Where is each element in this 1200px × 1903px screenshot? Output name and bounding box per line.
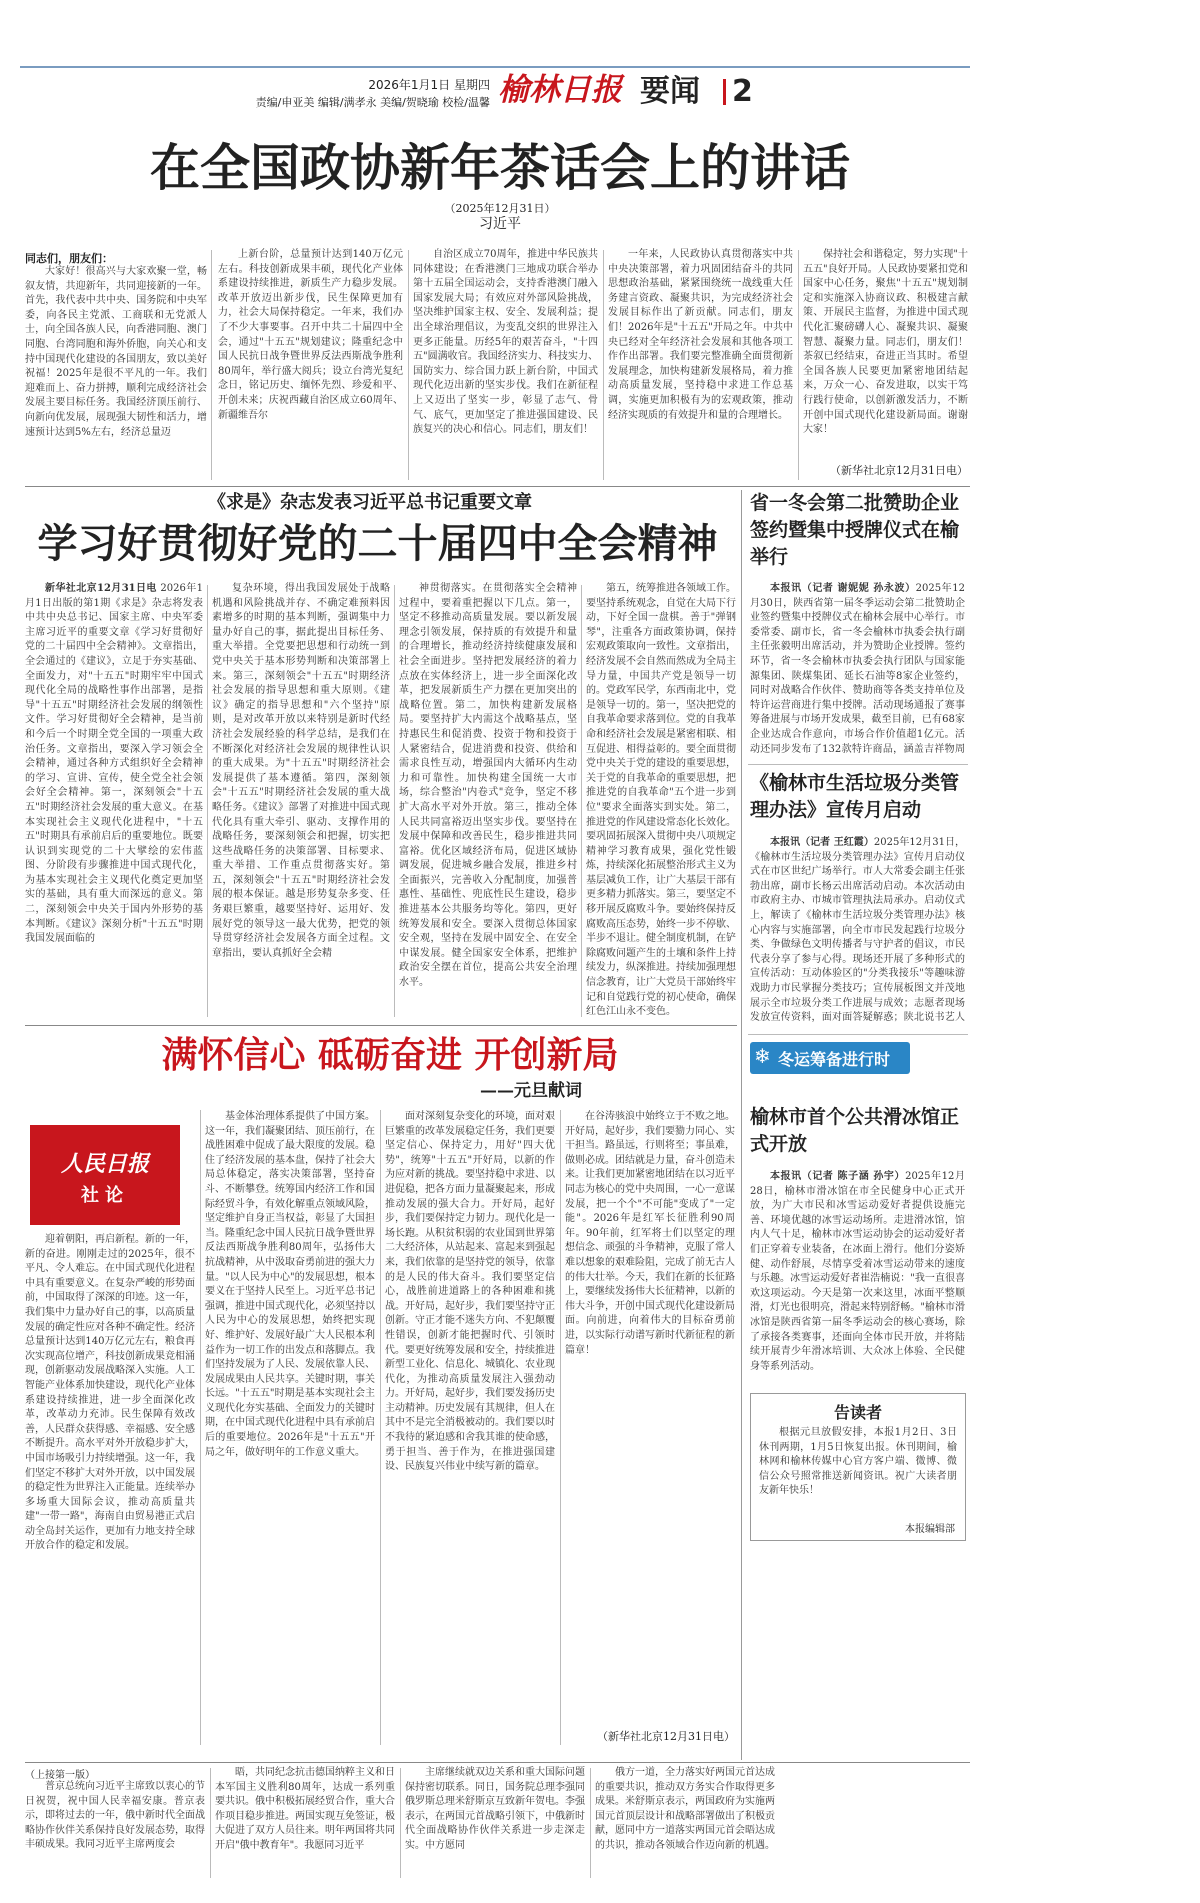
notice-signature: 本报编辑部 [905,1524,955,1535]
winter-games-banner [750,1042,910,1074]
lead-column-3: 自治区成立70周年，推进中华民族共同体建设；在香港澳门三地成功联合举办第十五届全国运动会，支持香港澳门融入国家发展大局；有效应对外部风险挑战，坚决维护国家主权、安全、发展利益；提出全球治理倡议，为变乱交织的世界注入更多正能量。历经5年的艰苦奋斗，"十四五"圆满收官。我国经济实力、科技实力、国防实力、综合国力跃上新台阶，中国式现代化迈出新的坚实步伐。我们在新征程上又迈出了坚实一步，彰显了志气、骨气、底气，更加坚定了推进强国建设、民族复兴的决心和信心。同志们，朋友们！ [413,249,598,436]
logo-subtitle: 社论 [81,1185,129,1206]
lead-column-2: 上新台阶，总量预计达到140万亿元左右。科技创新成果丰硕，现代化产业体系建设持续推进，新质生产力稳步发展。改革开放迈出新步伐，民生保障更加有力，社会大局保持稳定。一年来，我们办了不少大事要事。召开中共二十届四中全会，通过"十五五"规划建议；隆重纪念中国人民抗日战争暨世界反法西斯战争胜利80周年，举行盛大阅兵；设立台湾光复纪念日，铭记历史、缅怀先烈、珍爱和平、开创未来；庆祝西藏自治区成立60周年、新疆维吾尔 [218,249,403,421]
qiushi-column-2: 复杂环境，得出我国发展处于战略机遇和风险挑战并存、不确定难预料因素增多的时期的基本判断，强调集中力量办好自己的事，据此提出目标任务、重大举措。全党要把思想和行动统一到党中央关于基本形势判断和决策部署上来。第三，深刻领会"十五五"时期经济社会发展的指导思想和重大原则。《建议》确定的指导思想和"六个坚持"原则，是对改革开放以来特别是新时代经济社会发展经验的科学总结，是我们在不断深化对经济社会发展的规律性认识的重大成果。为"十五五"时期经济社会发展提供了基本遵循。第四，深刻领会"十五五"时期经济社会发展的重大战略任务。《建议》部署了对推进中国式现代化具有重大牵引、驱动、支撑作用的战略任务，要深刻领会和把握，切实把这些战略任务的决策部署、目标要求、重大举措、工作重点贯彻落实好。第五，深刻领会"十五五"时期经济社会发展的根本保证。越是形势复杂多变、任务艰巨繁重，越要坚持好、运用好、发展好党的领导这一最大优势，把党的领导贯穿经济社会发展各方面全过程。文章指出，要认真抓好全会精 [212,583,390,959]
continued-column-4: 俄方一道，全力落实好两国元首达成的重要共识，推动双方务实合作取得更多成果。米舒斯京表示，两国政府为实施两国元首顶层设计和战略部署做出了积极贡献，愿同中方一道落实两国元首会晤达成的共识，推动各领域合作迈向新的机遇。 [595,1767,775,1851]
lead-date: （2025年12月31日） [444,202,556,215]
lead-column-1: 大家好！很高兴与大家欢聚一堂，畅叙友情，共迎新年，共同迎接新的一年。首先，我代表中共中央、国务院和中央军委，向各民主党派、工商联和无党派人士，向全国各族人民，向香港同胞、澳门同胞、台湾同胞和海外侨胞，向关心和支持中国现代化建设的各国朋友，致以美好祝福！2025年是很不平凡的一年。我们迎难而上、奋力拼搏，顺利完成经济社会发展主要目标任务。我国经济顶压前行、向新向优发展，展现强大韧性和活力，增速预计达到5%左右，经济总量迈 [25,266,207,438]
side-article-3-headline: 榆林市首个公共滑冰馆正式开放 [750,1106,960,1155]
lead-headline: 在全国政协新年茶话会上的讲话 [150,138,850,197]
side-article-2-body: 本报讯（记者 王红霞）2025年12月31日，《榆林市生活垃圾分类管理办法》宣传月启动仪式在市区世纪广场举行。市人大常委会副主任张勃出席，副市长杨云出席活动启动。本次活动由市政府主办、市城市管理执法局承办。启动仪式上，解读了《榆林市生活垃圾分类管理办法》核心内容与实施部署，向全市市民发起践行垃圾分类、争做绿色文明传播者与守护者的倡议，市民代表分享了参与心得。现场还开展了多种形式的宣传活动：互动体验区的"分类我接乐"等趣味游戏助力市民掌握分类技巧；宣传展板图文并茂地展示全市垃圾分类工作进展与成效；志愿者现场发放宣传资料，面对面答疑解惑；陕北说书艺人 [750,837,965,1024]
qiushi-kicker: 《求是》杂志发表习近平总书记重要文章 [208,492,532,513]
lead-column-5: 保持社会和谐稳定，努力实现"十五五"良好开局。人民政协要紧扣党和国家中心任务，聚焦"十五五"规划制定和实施深入协商议政、积极建言献策、开展民主监督，为推进中国式现代化汇聚磅礴人心、凝聚共识、凝聚智慧、凝聚力量。同志们，朋友们！茶叙已经结束，奋进正当其时。希望全国各族人民要更加紧密地团结起来，万众一心、奋发进取，以实干笃行践行使命，以创新激发活力，不断开创中国式现代化建设新局面。谢谢大家！ [803,249,968,436]
banner-label: 冬运筹备进行时 [778,1050,891,1069]
reader-notice-box [750,1393,966,1541]
continued-label: （上接第一版） [25,1770,95,1781]
paper-logo: 榆林日报 [498,72,622,108]
side-article-3-body: 本报讯（记者 陈子涵 孙宇）2025年12月28日，榆林市滑冰馆在市全民健身中心正式开放，为广大市民和冰雪运动爱好者提供设施完善、环境优越的冰雪运动场所。走进滑冰馆，馆内人气十足，榆林市冰雪运动协会的运动爱好者们正穿着专业装备，在冰面上滑行。他们分姿矫健、动作舒展，尽情享受着冰雪运动带来的速度与乐趣。冰雪运动爱好者崔浩楠说："我一直很喜欢这项运动。今天是第一次来这里，冰面平整顺滑，灯光也很明亮，滑起来特别舒畅。"榆林市滑冰馆是陕西省第一届冬季运动会的核心赛场，除了承接各类赛事，还面向全体市民开放，并将陆续开展青少年滑冰培训、大众冰上体验、全民健身等系列活动。 [750,1171,965,1372]
yuandan-column-1: 迎着朝阳，再启新程。新的一年，新的奋进。刚刚走过的2025年，很不平凡、令人难忘。在中国式现代化进程中具有重要意义。在复杂严峻的形势面前，中国取得了深深的印迹。这一年，我们集中力量办好自己的事，以高质量发展的确定性应对各种不确定性。经济总量预计达到140万亿元左右，粮食再次实现高位增产，科技创新成果竞相涌现，创新驱动发展战略深入实施。人工智能产业体系加快建设，现代化产业体系建设持续推进，进一步全面深化改革，改革动力充沛。民生保障有效改善，人民群众获得感、幸福感、安全感不断提升。高水平对外开放稳步扩大，中国市场吸引力持续增强。这一年，我们坚定不移扩大对外开放，以中国发展的稳定性为世界注入正能量。连续举办多场重大国际会议，推动高质量共建"一带一路"，海南自由贸易港正式启动全岛封关运作，更加有力地支持全球开放合作的稳定和发展。 [25,1234,195,1552]
section-divider [723,79,726,105]
qiushi-column-3: 神贯彻落实。在贯彻落实全会精神过程中，要着重把握以下几点。第一，坚定不移推动高质量发展。要以新发展理念引领发展，保持质的有效提升和量的合理增长，推动经济持续健康发展和社会全面进步。坚持把发展经济的着力点放在实体经济上，进一步全面深化改革，把发展新质生产力摆在更加突出的战略位置。第二，加快构建新发展格局。要坚持扩大内需这个战略基点，坚持惠民生和促消费、投资于物和投资于人紧密结合，促进消费和投资、供给和需求良性互动，增强国内大循环内生动力和可靠性。加快构建全国统一大市场，综合整治"内卷式"竞争，坚定不移扩大高水平对外开放。第三，推动全体人民共同富裕迈出坚实步伐。要坚持在发展中保障和改善民生，稳步推进共同富裕。优化区域经济布局，促进区域协调发展，促进城乡融合发展，推进乡村全面振兴，完善收入分配制度，加强普惠性、基础性、兜底性民生建设，稳步推进基本公共服务均等化。第四，更好统筹发展和安全。要深入贯彻总体国家安全观，坚持在发展中固安全、在安全中谋发展。健全国家安全体系，把维护政治安全摆在首位，提高公共安全治理水平。 [399,583,577,989]
qiushi-headline: 学习好贯彻好党的二十届四中全会精神 [37,521,718,567]
lead-author: 习近平 [479,216,521,232]
continued-column-3: 主席继续就双边关系和重大国际问题保持密切联系。同日，国务院总理李强同俄罗斯总理米舒斯京互致新年贺电。李强表示，在两国元首战略引领下，中俄新时代全面战略协作伙伴关系进一步走深走实。中方愿同 [405,1767,585,1851]
qiushi-column-4: 第五，统筹推进各领域工作。要坚持系统观念，自觉在大局下行动，下好全国一盘棋。善于"弹钢琴"，注重各方面政策协调，保持宏观政策取向一致性。文章指出，经济发展不会自然而然成为全局主导力量，中国共产党是领导一切的。党政军民学，东西南北中，党是领导一切的。第一，坚决把党的自我革命要求落到位。党的自我革命和经济社会发展是紧密相联、相互促进、相得益彰的。要全面贯彻党中央关于党的建设的重要思想，关于党的自我革命的重要思想，把推进党的自我革命"五个进一步到位"要求全面落实到实处。第二，推进党的作风建设常态化长效化。要巩固拓展深入贯彻中央八项规定精神学习教育成果，强化党性锻炼，持续深化拓展整治形式主义为基层减负工作，让广大基层干部有更多精力抓落实。第三，要坚定不移开展反腐败斗争。要始终保持反腐败高压态势，始终一步不停歇、半步不退让。健全制度机制，在铲除腐败问题产生的土壤和条件上持续发力，纵深推进。持续加强理想信念教育，让广大党员干部始终牢记和自觉践行党的初心使命，确保红色江山永不变色。 [586,583,736,1018]
peoples-daily-editorial-logo [30,1125,180,1225]
side-article-1-headline: 省一冬会第二批赞助企业签约暨集中授牌仪式在榆举行 [750,492,960,568]
editor-credits: 责编/申亚美 编辑/满孝永 美编/贺晓瑜 校检/温馨 [255,96,490,109]
lead-source: （新华社北京12月31日电） [830,464,968,477]
side-article-1-body: 本报讯（记者 谢妮妮 孙永波）2025年12月30日，陕西省第一届冬季运动会第二批赞助企业签约暨集中授牌仪式在榆林会展中心举行。市委常委、副市长，省一冬会榆林市执委会执行副主任张毅明出席活动，并为赞助企业授牌。签约环节，省一冬会榆林市执委会执行团队与国家能源集团、陕煤集团、延长石油等8家企业签约，同时对战略合作伙伴、赞助商等各类支持单位及特许运营商进行集中授牌。活动现场通报了赛事筹备进展与市场开发成果，截至目前，已有68家企业达成合作意向，市场合作价值超1亿元。活动还同步发布了132款特许商品，涵盖吉祥物周 [750,583,965,755]
issue-date: 2026年1月1日 星期四 [368,78,490,92]
yuandan-column-3: 面对深刻复杂变化的环境，面对艰巨繁重的改革发展稳定任务，我们更要坚定信心、保持定力，用好"四大优势"，统筹"十五五"开好局，以新的作为应对新的挑战。要坚持稳中求进、以进促稳，把各方面力量凝聚起来，形成推动发展的强大合力。开好局，起好步，我们要保持定力韧力。现代化是一场长跑。从积贫积弱的农业国到世界第二大经济体，从站起来、富起来到强起来，我们依靠的是坚持党的领导，依靠的是人民的伟大奋斗。我们要坚定信心，战胜前进道路上的各种困难和挑战。开好局，起好步，我们要坚持守正创新。守正才能不迷失方向、不犯颠覆性错误，创新才能把握时代、引领时代。要更好统筹发展和安全，持续推进新型工业化、信息化、城镇化、农业现代化，为推动高质量发展注入强劲动力。开好局，起好步，我们要发扬历史主动精神。历史发展有其规律，但人在其中不是完全消极被动的。我们要以时不我待的紧迫感和舍我其谁的使命感，勇于担当、善于作为，在推进强国建设、民族复兴伟业中续写新的篇章。 [385,1111,555,1473]
continued-column-2: 晤，共同纪念抗击德国纳粹主义和日本军国主义胜利80周年，达成一系列重要共识。俄中积极拓展经贸合作，重大合作项目稳步推进。两国实现互免签证，极大促进了双方人员往来。明年两国将共同开启"俄中教育年"。我愿同习近平 [215,1767,395,1851]
notice-body: 根据元旦放假安排，本报1月2日、3日休刊两期，1月5日恢复出报。休刊期间，榆林网和榆林传媒中心官方客户端、微博、微信公众号照常推送新闻资讯。祝广大读者朋友新年快乐！ [759,1427,957,1497]
logo-title: 人民日报 [60,1151,149,1177]
snowflake-icon: ❄ [754,1044,771,1068]
yuandan-column-4: 在谷涛骇浪中始终立于不败之地。开好局，起好步，我们要勠力同心、实干担当。路虽远，行则将至；事虽难，做则必成。团结就是力量，奋斗创造未来。让我们更加紧密地团结在以习近平同志为核心的党中央周围，一心一意谋发展，把一个个"不可能"变成了"一定能"。2026年是红军长征胜利90周年。90年前，红军将士们以坚定的理想信念、顽强的斗争精神，克服了常人难以想象的艰难险阻，完成了前无古人的伟大壮举。今天，我们在新的长征路上，要继续发扬伟大长征精神，以新的伟大斗争，开创中国式现代化建设新局面。向前进，向着伟大的目标奋勇前进，以实际行动谱写新时代新征程的新篇章！ [565,1111,735,1356]
yuandan-column-2: 基金体治理体系提供了中国方案。这一年，我们凝聚团结、顶压前行，在战胜困难中促成了最大限度的发展。稳住了经济发展的基本盘，保持了社会大局总体稳定，落实决策部署，坚持奋斗、不断攀登。统筹国内经济工作和国际经贸斗争，有效化解重点领域风险，坚定维护自身正当权益，彰显了大国担当。隆重纪念中国人民抗日战争暨世界反法西斯战争胜利80周年，弘扬伟大抗战精神，从中汲取奋勇前进的强大力量。"以人民为中心"的发展思想，根本要义在于坚持人民至上。习近平总书记强调，推进中国式现代化，必须坚持以人民为中心的发展思想，始终把实现好、维护好、发展好最广大人民根本利益作为一切工作的出发点和落脚点。我们坚持发展为了人民、发展依靠人民、发展成果由人民共享。关键时期，事关长远。"十五五"时期是基本实现社会主义现代化夯实基础、全面发力的关键时期，在中国式现代化进程中具有承前启后的重要地位。2026年是"十五五"开局之年，做好明年的工作意义重大。 [205,1111,375,1458]
page-number: 2 [732,74,753,109]
yuandan-headline: 满怀信心 砥砺奋进 开创新局 [161,1034,619,1076]
lead-salutation: 同志们，朋友们： [25,252,113,265]
side-article-2-headline: 《榆林市生活垃圾分类管理办法》宣传月启动 [750,772,960,821]
yuandan-subtitle: ——元旦献词 [480,1081,582,1101]
continued-column-1: 普京总统向习近平主席致以衷心的节日祝贺，祝中国人民幸福安康。普京表示，即将过去的一年，俄中新时代全面战略协作伙伴关系保持良好发展态势，取得丰硕成果。我同习近平主席两度会 [25,1781,205,1851]
section-title: 要闻 [640,74,700,109]
yuandan-source: （新华社北京12月31日电） [597,1730,735,1743]
lead-column-4: 一年来，人民政协认真贯彻落实中共中央决策部署，着力巩固团结奋斗的共同思想政治基础，紧紧围绕统一战线重大任务建言资政、凝聚共识，为完成经济社会发展目标作出了新贡献。同志们，朋友们！2026年是"十五五"开局之年。中共中央已经对全年经济社会发展和其他各项工作作出部署。我们要完整准确全面贯彻新发展理念，加快构建新发展格局，着力推动高质量发展，坚持稳中求进工作总基调，实施更加积极有为的宏观政策，推动经济实现质的有效提升和量的合理增长。 [608,249,793,421]
qiushi-column-1: 新华社北京12月31日电 2026年1月1日出版的第1期《求是》杂志将发表中共中央总书记、国家主席、中央军委主席习近平的重要文章《学习好贯彻好党的二十届四中全会精神》。文章指出，全会通过的《建议》，立足于夯实基础、全面发力，对"十五五"时期牢牢中国式现代化全局的战略性事作出部署，是指导"十五五"时期经济社会发展的纲领性文件。学习好贯彻好全会精神，是当前和今后一个时期全党全国的一项重大政治任务。文章指出，要深入学习领会全会精神，通过各种方式组织好全会精神的学习、宣讲、宣传，使全党全社会领会好全会精神。第一，深刻领会"十五五"时期经济社会发展的重大意义。在基本实现社会主义现代化进程中，"十五五"时期具有承前启后的重要地位。既要认识到实现党的二十大擘绘的宏伟蓝图、分阶段有步骤推进中国式现代化，为基本实现社会主义现代化奠定更加坚实的基础，具有重大而深远的意义。第二，深刻领会中央关于国内外形势的基本判断。《建议》深刻分析"十五五"时期我国发展面临的 [25,583,203,945]
notice-title: 告读者 [833,1403,882,1422]
